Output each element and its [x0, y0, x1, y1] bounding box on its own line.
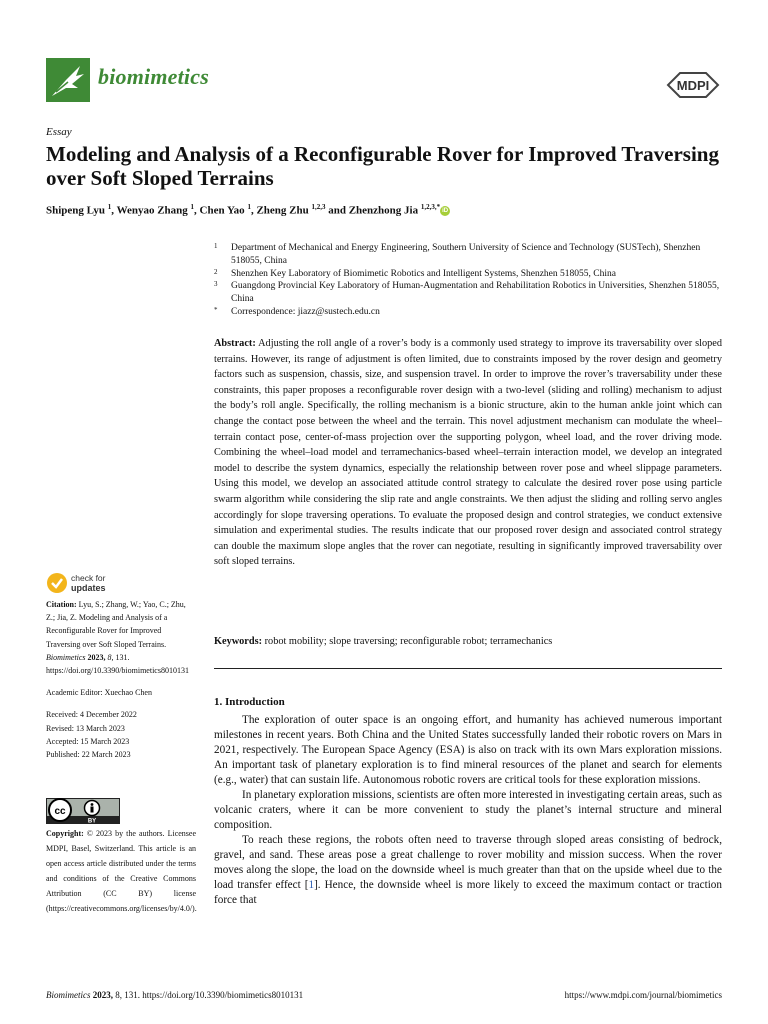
affiliation-text: Shenzhen Key Laboratory of Biomimetic Robotics and Intelligent Systems, Shenzhen 518055, China — [231, 268, 616, 279]
svg-text:cc: cc — [54, 806, 66, 817]
author-affil: 1,2,3 — [311, 203, 326, 211]
section-divider — [214, 668, 722, 669]
author-name[interactable]: Chen Yao — [199, 204, 245, 217]
reference-link[interactable]: 1 — [308, 879, 315, 891]
cc-by-license-icon[interactable] — [46, 798, 120, 824]
paragraph: In planetary exploration missions, scientists are often more interested in investigating certain areas, such as volcanic craters, where it can be more convenient to study the planet’s internal structure and mineral composition. — [214, 789, 722, 831]
citation-label: Citation: — [46, 600, 77, 609]
check-updates-icon — [47, 573, 67, 593]
footer-year: 2023, — [92, 990, 113, 1000]
copyright-text: © 2023 by the authors. Licensee MDPI, Basel, Switzerland. This article is an open access article distributed under the terms and conditions of the Creative Commons Attribution (CC BY) license (https://creativecommons.org/licenses/by/4.0/). — [46, 829, 197, 913]
mdpi-logo-icon[interactable] — [666, 70, 720, 100]
citation-doi[interactable]: 131. https://doi.org/10.3390/biomimetics8010131 — [46, 652, 189, 676]
author-conjunction: and — [328, 204, 346, 217]
date-received: Received: 4 December 2022 — [46, 710, 137, 720]
affiliation-number: 1 — [214, 242, 218, 250]
check-updates-line1: check for — [71, 573, 106, 583]
affiliation-text: Department of Mechanical and Energy Engineering, Southern University of Science and Technology (SUSTech), Shenzhen 518055, China — [231, 243, 701, 266]
footer-journal: Biomimetics — [46, 990, 91, 1000]
footer-doi[interactable]: 8, 131. https://doi.org/10.3390/biomimetics8010131 — [115, 990, 304, 1000]
keywords-label: Keywords: — [214, 636, 263, 647]
author-name[interactable]: Wenyao Zhang — [116, 204, 188, 217]
citation-text: Lyu, S.; Zhang, W.; Yao, C.; Zhu, Z.; Jia, Z. Modeling and Analysis of a Reconfigurable Rover for Improved Traversing over Soft Sloped Terrains. — [46, 600, 186, 649]
affiliation-number: 3 — [214, 280, 218, 289]
footer-journal-url[interactable]: https://www.mdpi.com/journal/biomimetics — [564, 990, 722, 1000]
abstract-text: Adjusting the roll angle of a rover’s body is a commonly used strategy to improve its traversability over sloped terrains. However, its range of adjustment is often limited, due to constraints imposed by the rover design and geometry factors such as suspension, chassis, size, and suspension travel. In order to improve the rover’s traversability under these constraints, this paper proposes a reconfigurable rover design with a two-level (sliding and rolling) mechanism to adjust the body’s roll angle. Specifically, the rolling mechanism is a bionic structure, akin to the human ankle joint which can change the contact pose between the wheel and the terrain. This novel adjustment mechanism can modulate the wheel–terrain contact pose, center-of-mass projection over the supporting polygon, wheel load, and the rover driving mode. Combining the wheel–load model and terramechanics-based wheel–terrain interaction model, we develop an integrated model to describe the system dynamics, especially the relationship between rover pose and wheel slippage parameters. Using this model, we develop an associated attitude control strategy to calculate the desired rover pose using particle swarm algorithm while considering the slip rate and angle constraints. We then adjust the sliding and rolling servo angles accordingly for slope traversing operations. To evaluate the proposed design and control strategies, we conduct extensive simulation and experimental studies. The results indicate that our proposed rover design and associated control strategy can double the maximum slope angles that the rover can negotiate, resulting in significantly improved traversability over soft sloped terrains. — [214, 338, 722, 568]
author-name[interactable]: Shipeng Lyu — [46, 204, 106, 217]
correspondence-text[interactable]: Correspondence: jiazz@sustech.edu.cn — [231, 306, 380, 317]
check-for-updates-badge[interactable] — [46, 572, 166, 594]
copyright-label: Copyright: — [46, 829, 84, 838]
date-revised: Revised: 13 March 2023 — [46, 723, 125, 733]
author-name[interactable]: Zheng Zhu — [256, 204, 309, 217]
keywords-text: robot mobility; slope traversing; reconfigurable robot; terramechanics — [264, 636, 553, 647]
section-heading-introduction: 1. Introduction — [214, 696, 285, 708]
affiliation-item — [214, 242, 724, 268]
author-affil: 1 — [247, 203, 251, 211]
article-info-sidebar — [46, 598, 196, 761]
affiliations — [214, 242, 724, 319]
author-list: Shipeng Lyu $^1$, Wenyao Zhang $^1$, Chen Yao $^1$, Zheng Zhu $^{1,2,3}$ and Zhenzhong Jia $^{1,2,3,*}$iD — [46, 203, 449, 217]
publisher-name: MDPI — [676, 78, 710, 93]
affiliation-item — [214, 268, 724, 281]
citation-year: 2023, — [87, 652, 106, 662]
paper-title: Modeling and Analysis of a Reconfigurable Rover for Improved Traversing over Soft Sloped Terrains — [46, 142, 719, 190]
affiliation-item — [214, 306, 724, 319]
author-affil: 1 — [190, 203, 195, 211]
date-accepted: Accepted: 15 March 2023 — [46, 736, 130, 746]
orcid-icon[interactable]: iD — [442, 208, 449, 215]
author-affil: 1,2,3,* — [420, 203, 441, 211]
citation-volume: 8, — [107, 652, 114, 662]
academic-editor: Academic Editor: Xuechao Chen — [46, 688, 152, 698]
affiliation-text: Guangdong Provincial Key Laboratory of Human-Augmentation and Rehabilitation Robotics in Universities, Shenzhen 518055, China — [231, 281, 720, 305]
cc-by-label: BY — [87, 818, 97, 824]
paragraph-text: To reach these regions, the robots often need to traverse through sloped areas consisting of bedrock, gravel, and sand. These areas pose a great challenge to rover mobility and mission success. When the rover moves along the slope, the load on the downside wheel is much greater than that on the upside wheel due to the load transfer effect [ — [214, 834, 722, 891]
author-name[interactable]: Zhenzhong Jia — [348, 204, 419, 217]
introduction-body — [214, 713, 722, 908]
footer-citation — [46, 990, 303, 1000]
keywords — [214, 636, 722, 647]
journal-name[interactable]: biomimetics — [98, 64, 209, 89]
citation-block — [46, 598, 196, 677]
date-published: Published: 22 March 2023 — [46, 750, 131, 760]
article-type: Essay — [46, 126, 72, 138]
affiliation-item — [214, 280, 724, 306]
affiliation-number: 2 — [214, 267, 218, 276]
paragraph — [214, 833, 722, 908]
journal-logo-icon — [46, 58, 90, 102]
copyright-notice — [46, 826, 196, 916]
citation-journal: Biomimetics — [46, 652, 86, 662]
affiliation-number: * — [214, 305, 218, 314]
abstract-label: Abstract: — [214, 338, 256, 349]
paragraph-text: ]. Hence, the downside wheel is more likely to exceed the maximum contact or traction force that — [214, 879, 722, 906]
paragraph: The exploration of outer space is an ongoing effort, and humanity has achieved numerous important milestones in recent years. Both China and the United States successfully landed their robotic rovers on Mars in 2021, respectively. The European Space Agency (ESA) is also on track with its own Mars exploration missions. An important task of planetary exploration is to find mineral resources of the planet and search for elements (e.g., water) that can sustain life. Autonomous robotic rovers are critical tools for these exploration missions. — [214, 714, 722, 786]
author-affil: 1 — [107, 203, 112, 211]
check-updates-line2: updates — [71, 583, 106, 593]
abstract — [214, 336, 722, 570]
